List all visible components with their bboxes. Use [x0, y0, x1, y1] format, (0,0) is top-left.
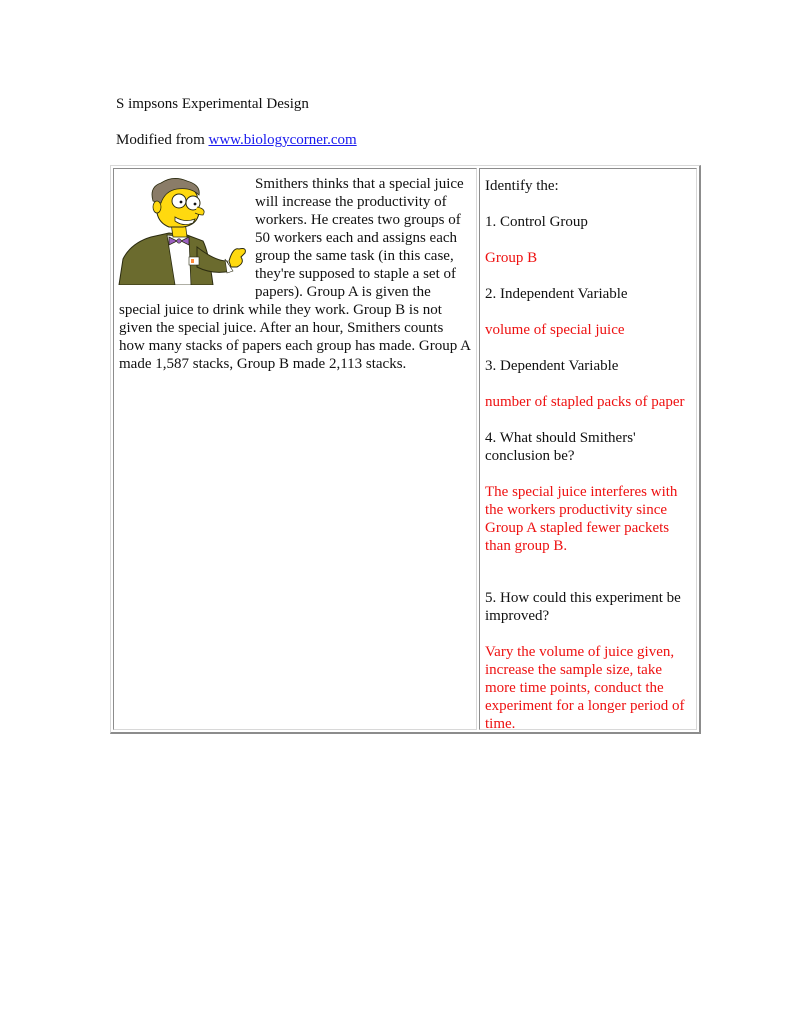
smithers-illustration-icon	[117, 177, 249, 285]
source-line	[116, 131, 357, 149]
questions-cell	[479, 168, 697, 730]
questions-intro: Identify the:	[485, 178, 559, 194]
source-prefix: Modified from	[116, 132, 209, 148]
question-3: 3. Dependent Variable	[485, 358, 619, 374]
question-2: 2. Independent Variable	[485, 286, 628, 302]
question-4: 4. What should Smithers' conclusion be?	[485, 430, 636, 464]
question-5: 5. How could this experiment be improved?	[485, 590, 681, 624]
questions-content	[480, 169, 696, 733]
answer-4: The special juice interferes with the workers productivity since Group A stapled fewer packets than group B.	[485, 484, 678, 554]
answer-5: Vary the volume of juice given, increase the sample size, take more time points, conduct the experiment for a longer period of time.	[485, 644, 685, 732]
answer-3: number of stapled packs of paper	[485, 394, 685, 410]
question-1: 1. Control Group	[485, 214, 588, 230]
page-title: S impsons Experimental Design	[116, 96, 309, 112]
answer-1: Group B	[485, 250, 538, 266]
worksheet-table	[110, 165, 701, 734]
scenario-cell	[113, 168, 477, 730]
scenario-text: Smithers thinks that a special juice will increase the productivity of workers. He creates two groups of 50 workers each and assigns each group the same task (in this case, they're supposed to staple a set of papers). Group A is given the special juice to drink while they work. Group B is not given the special juice. After an hour, Smithers counts how many stacks of papers each group has made. Group A made 1,587 stacks, Group B made 2,113 stacks.	[119, 176, 471, 372]
answer-2: volume of special juice	[485, 322, 625, 338]
scenario-content	[114, 169, 476, 373]
biologycorner-link[interactable]: www.biologycorner.com	[208, 132, 357, 148]
smithers-cartoon-image	[117, 177, 249, 285]
